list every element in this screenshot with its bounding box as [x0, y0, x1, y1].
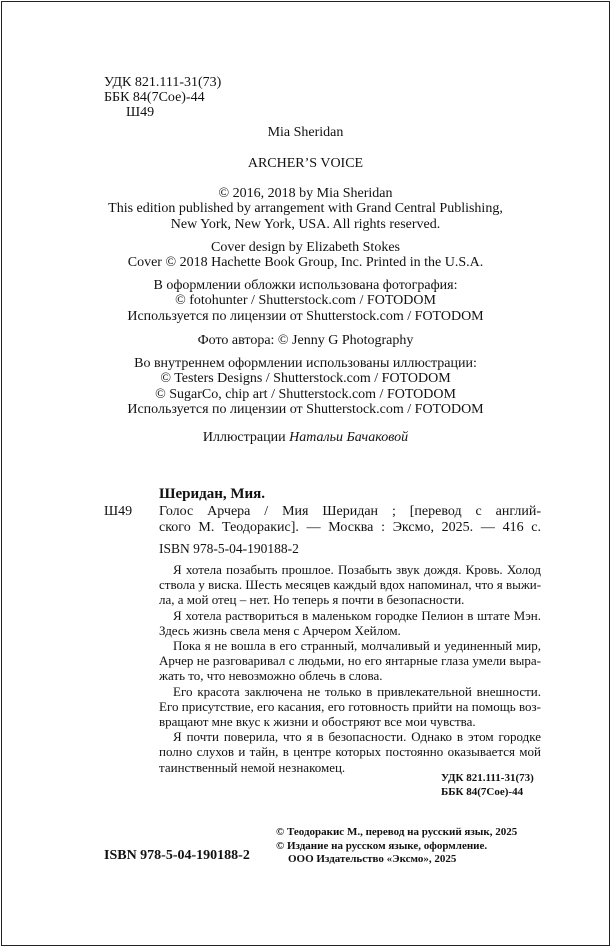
illustrator-name: Натальи Бачаковой — [289, 430, 409, 445]
cover-credit-line: Cover © 2018 Hachette Book Group, Inc. Printed in the U.S.A. — [127, 255, 484, 271]
annotation-line: Я хотела позабыть прошлое. Позабыть звук дождя. Кровь. Холод — [173, 562, 541, 577]
annotation — [159, 562, 541, 775]
inner-illustration-line: Используется по лицензии от Shutterstock.com / FOTODOM — [127, 401, 484, 417]
annotation-line: Здесь жизнь свела меня с Арчером Хейлом. — [159, 622, 401, 638]
inner-illustration-line: © Testers Designs / Shutterstock.com / FOTODOM — [160, 371, 451, 387]
catalog-mark: Ш49 — [104, 504, 133, 519]
bottom-udk: УДК 821.111-31(73) — [441, 772, 534, 784]
annotation-paragraph — [159, 562, 541, 608]
annotation-line: таинственный немой незнакомец. — [159, 759, 346, 775]
copyright-block — [0, 186, 611, 232]
udk-code: УДК 821.111-31(73) — [104, 75, 222, 90]
illustrations-credit — [0, 430, 611, 445]
annotation-line: Пока я не вошла в его странный, молчаливый и уединенный мир, — [173, 638, 541, 654]
catalog-line: Голос Арчера / Мия Шеридан ; [перевод с англий- — [159, 504, 541, 519]
cover-photo-line: В оформлении обложки использована фотография: — [153, 278, 458, 293]
inner-illustration-line: Во внутреннем оформлении использованы иллюстрации: — [134, 356, 477, 371]
annotation-line: Его красота заключена не только в привлекательной внешности. — [173, 683, 541, 699]
copyright-ru-line: ООО Издательство «Эксмо», 2025 — [288, 853, 457, 865]
author-name-en: Mia Sheridan — [267, 125, 344, 140]
cover-photo-line: © fotohunter / Shutterstock.com / FOTODOM — [175, 293, 436, 309]
annotation-line: вращают мне вкус к жизни и обостряют все мои чувства. — [159, 714, 476, 730]
inner-illustration-credits — [0, 356, 611, 417]
catalog-description — [159, 504, 541, 536]
copyright-ru-line: © Издание на русском языке, оформление. — [276, 839, 488, 852]
cover-photo-line: Используется по лицензии от Shutterstock.com / FOTODOM — [127, 308, 484, 324]
copyright-line: © 2016, 2018 by Mia Sheridan — [218, 186, 393, 201]
bottom-isbn: ISBN 978-5-04-190188-2 — [104, 848, 250, 863]
annotation-paragraph — [159, 608, 541, 638]
annotation-line: Я хотела раствориться в маленьком городке Пелион в штате Мэн. — [173, 607, 541, 623]
annotation-paragraph — [159, 638, 541, 684]
inner-illustration-line: © SugarCo, chip art / Shutterstock.com / FOTODOM — [155, 386, 456, 402]
cover-credits — [0, 240, 611, 271]
page-border — [1, 1, 610, 946]
annotation-line: ствола у виска. Шесть месяцев каждый вдох напоминал, что я выжи- — [159, 577, 542, 593]
author-mark: Ш49 — [126, 105, 155, 120]
annotation-paragraph — [159, 684, 541, 730]
catalog-isbn: ISBN 978-5-04-190188-2 — [159, 541, 299, 556]
annotation-paragraph — [159, 729, 541, 775]
author-photo-credit: Фото автора: © Jenny G Photography — [197, 333, 414, 348]
cover-photo-credits — [0, 278, 611, 324]
bottom-bbk: ББК 84(7Сое)-44 — [441, 786, 524, 798]
copyright-ru-line: © Теодоракис М., перевод на русский язык, 2025 — [276, 826, 518, 838]
bbk-code: ББК 84(7Сое)-44 — [104, 90, 205, 105]
catalog-heading: Шеридан, Мия. — [159, 486, 266, 502]
copyright-ru-block — [276, 826, 517, 867]
annotation-line: полно слухов и тайн, в центре которых постоянно оказывается мой — [159, 744, 541, 760]
annotation-line: Его присутствие, его касания, его готовность прийти на помощь воз- — [159, 698, 541, 714]
annotation-line: Я почти поверила, что я в безопасности. Однако в этом городке — [173, 729, 541, 745]
illustrations-prefix: Иллюстрации — [202, 430, 290, 445]
annotation-line: Арчер не разговаривал с людьми, но его янтарные глаза умели выра- — [159, 653, 541, 669]
cover-credit-line: Cover design by Elizabeth Stokes — [211, 240, 400, 255]
copyright-line: New York, New York, USA. All rights reserved. — [170, 216, 441, 232]
catalog-line: ского М. Теодоракис]. — Москва : Эксмо, 2025. — 416 с. — [159, 520, 541, 535]
title-en: ARCHER’S VOICE — [247, 156, 364, 171]
annotation-line: ла, а мой отец – нет. Но теперь я почти в безопасности. — [159, 592, 465, 608]
copyright-line: This edition published by arrangement with Grand Central Publishing, — [108, 201, 503, 217]
annotation-line: жать то, что невозможно облечь в слова. — [159, 668, 383, 684]
